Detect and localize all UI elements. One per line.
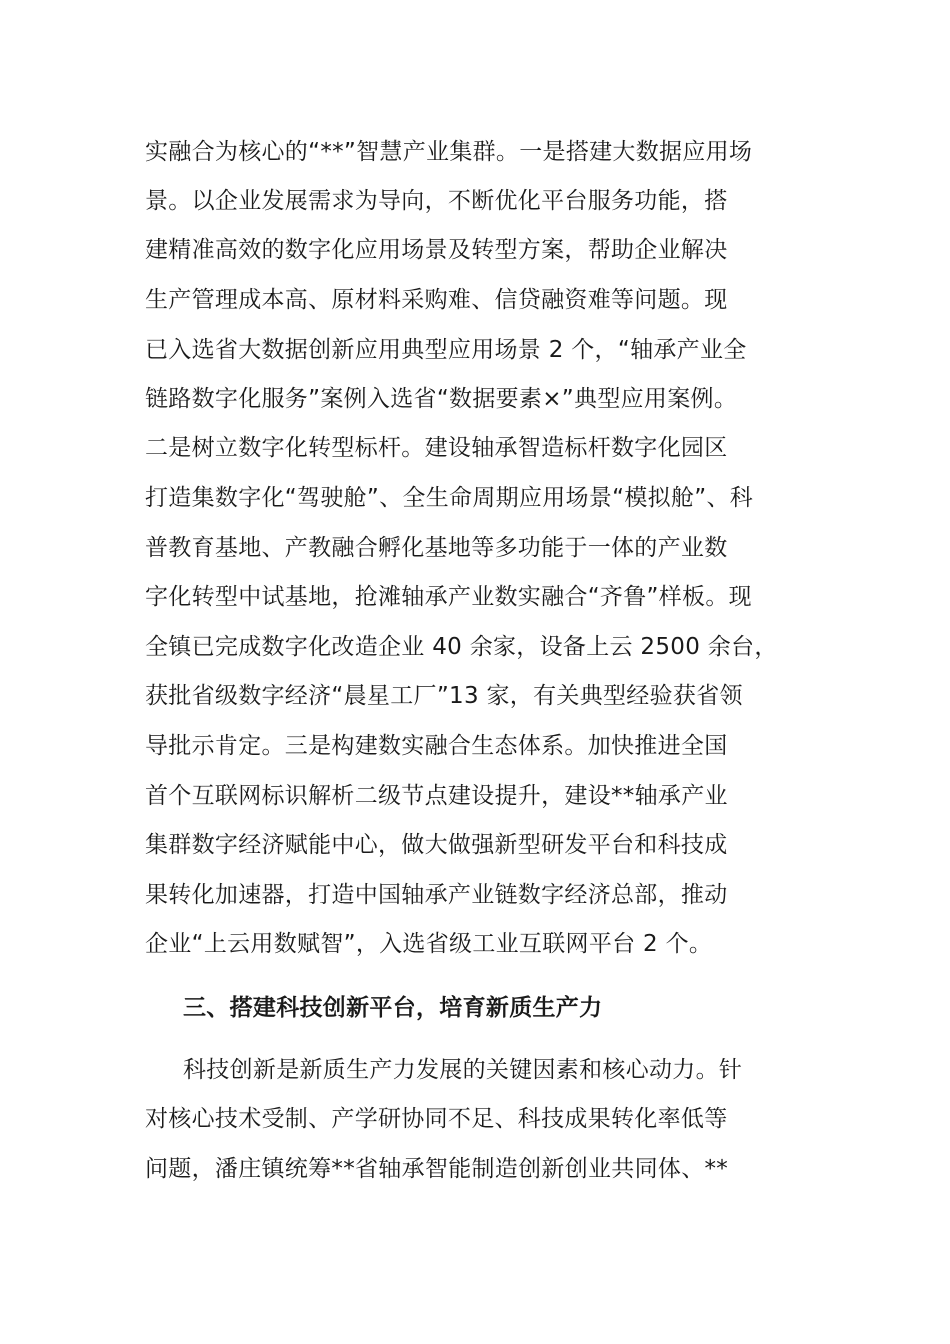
- section-heading: 三、搭建科技创新平台，培育新质生产力: [183, 995, 603, 1021]
- text-line: 首个互联网标识解析二级节点建设提升，建设**轴承产业: [145, 783, 728, 809]
- text-line: 对核心技术受制、产学研协同不足、科技成果转化率低等: [145, 1106, 728, 1132]
- text-line: 全镇已完成数字化改造企业 40 余家，设备上云 2500 余台，: [145, 634, 778, 660]
- text-line: 果转化加速器，打造中国轴承产业链数字经济总部，推动: [145, 882, 728, 908]
- text-line: 生产管理成本高、原材料采购难、信贷融资难等问题。现: [145, 287, 728, 313]
- text-line: 普教育基地、产教融合孵化基地等多功能于一体的产业数: [145, 535, 728, 561]
- text-line: 景。以企业发展需求为导向，不断优化平台服务功能，搭: [145, 188, 728, 214]
- text-line: 科技创新是新质生产力发展的关键因素和核心动力。针: [183, 1057, 743, 1083]
- text-line: 实融合为核心的“**”智慧产业集群。一是搭建大数据应用场: [145, 139, 753, 165]
- text-line: 链路数字化服务”案例入选省“数据要素×”典型应用案例。: [145, 386, 738, 412]
- text-line: 建精准高效的数字化应用场景及转型方案，帮助企业解决: [145, 237, 728, 263]
- text-line: 导批示肯定。三是构建数实融合生态体系。加快推进全国: [145, 733, 728, 759]
- text-line: 已入选省大数据创新应用典型应用场景 2 个，“轴承产业全: [145, 337, 747, 363]
- text-line: 集群数字经济赋能中心，做大做强新型研发平台和科技成: [145, 832, 728, 858]
- text-line: 获批省级数字经济“晨星工厂”13 家，有关典型经验获省领: [145, 683, 743, 709]
- text-line: 企业“上云用数赋智”，入选省级工业互联网平台 2 个。: [145, 931, 713, 957]
- text-line: 问题，潘庄镇统筹**省轴承智能制造创新创业共同体、**: [145, 1156, 729, 1182]
- text-line: 字化转型中试基地，抢滩轴承产业数实融合“齐鲁”样板。现: [145, 584, 752, 610]
- text-line: 二是树立数字化转型标杆。建设轴承智造标杆数字化园区: [145, 435, 728, 461]
- text-line: 打造集数字化“驾驶舱”、全生命周期应用场景“模拟舱”、科: [145, 485, 754, 511]
